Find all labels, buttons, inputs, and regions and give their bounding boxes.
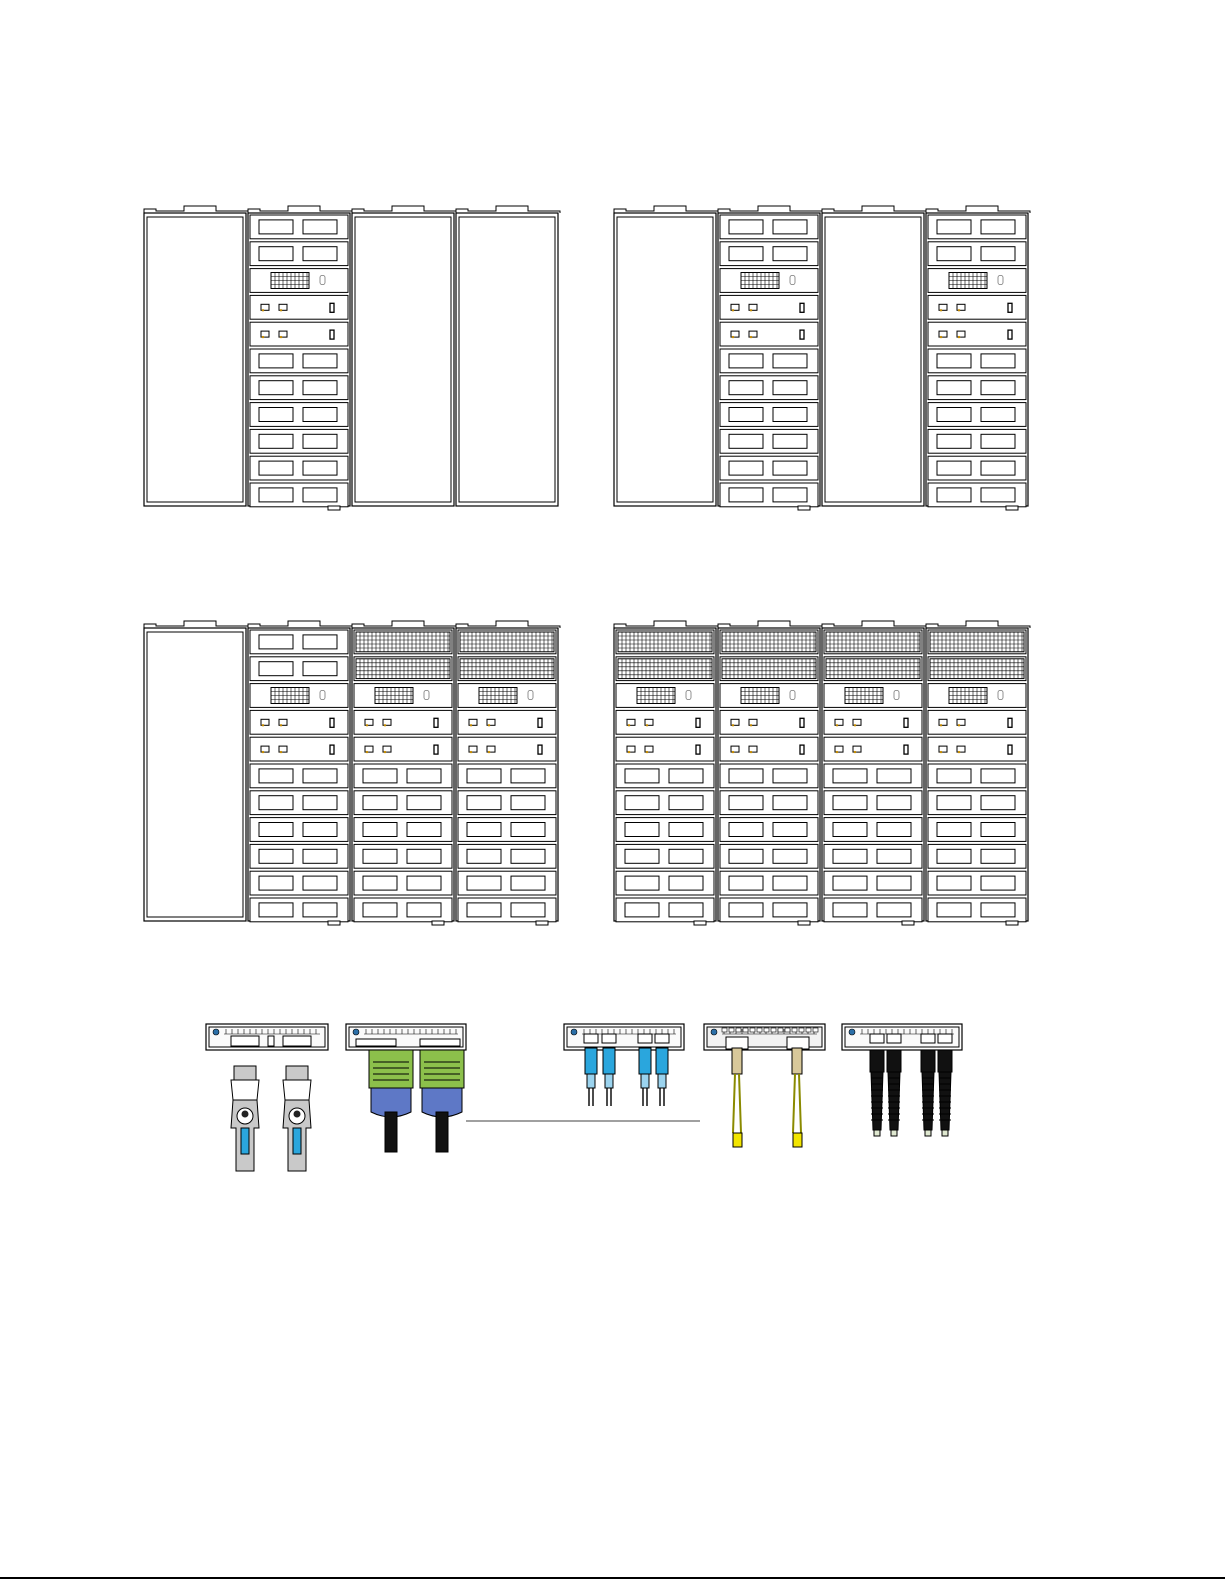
- canister-slot: [928, 630, 1026, 654]
- sas-clip-connector-icon: [283, 1066, 311, 1171]
- canister-slot: [928, 483, 1026, 507]
- blank-filler-panel: [456, 206, 560, 506]
- canister-slot: [928, 657, 1026, 681]
- canister-slot: [928, 215, 1026, 239]
- lc-fiber-connector-icon: [585, 1048, 597, 1106]
- canister-slot: [928, 737, 1026, 761]
- canister-slot: [928, 376, 1026, 400]
- canister-slot: [720, 710, 818, 734]
- vented-canister: [926, 621, 1030, 925]
- lc-fiber-connector-icon: [639, 1048, 651, 1106]
- canister-slot: [458, 898, 556, 922]
- canister-slot: [250, 242, 348, 266]
- footer-rule: [0, 1577, 1225, 1579]
- canister-slot: [354, 764, 452, 788]
- vented-canister: [456, 621, 560, 925]
- canister-slot: [354, 871, 452, 895]
- adapter-sas-mini-clip: [206, 1024, 328, 1171]
- canister-slot: [250, 791, 348, 815]
- vented-canister: [718, 621, 822, 925]
- canister-slot: [928, 242, 1026, 266]
- canister-slot: [720, 871, 818, 895]
- enclosure-config-c: [144, 621, 560, 925]
- enclosure-config-a: [144, 206, 560, 510]
- drive-canister: [926, 206, 1030, 510]
- canister-slot: [720, 403, 818, 427]
- canister-slot: [928, 898, 1026, 922]
- adapter-ethernet-rj45: [842, 1024, 962, 1136]
- canister-slot: [616, 684, 714, 708]
- sas-hd-connector-icon: [369, 1050, 413, 1152]
- canister-slot: [616, 710, 714, 734]
- canister-slot: [720, 215, 818, 239]
- canister-slot: [824, 630, 922, 654]
- canister-slot: [250, 844, 348, 868]
- canister-slot: [458, 684, 556, 708]
- canister-slot: [250, 295, 348, 319]
- canister-slot: [458, 871, 556, 895]
- lc-duplex-yellow-icon: [732, 1048, 742, 1147]
- canister-slot: [824, 737, 922, 761]
- canister-slot: [928, 710, 1026, 734]
- canister-slot: [458, 818, 556, 842]
- enclosure-config-b: [614, 206, 1030, 510]
- vented-canister: [822, 621, 926, 925]
- canister-slot: [458, 630, 556, 654]
- enclosure-config-d: [614, 621, 1030, 925]
- canister-slot: [250, 871, 348, 895]
- canister-slot: [720, 764, 818, 788]
- lc-duplex-yellow-icon: [792, 1048, 802, 1147]
- canister-slot: [928, 764, 1026, 788]
- canister-slot: [720, 657, 818, 681]
- canister-slot: [720, 898, 818, 922]
- drive-canister: [248, 621, 352, 925]
- canister-slot: [250, 322, 348, 346]
- canister-slot: [250, 456, 348, 480]
- canister-slot: [720, 429, 818, 453]
- canister-slot: [250, 684, 348, 708]
- canister-slot: [250, 429, 348, 453]
- lc-fiber-connector-icon: [603, 1048, 615, 1106]
- canister-slot: [616, 871, 714, 895]
- canister-slot: [720, 322, 818, 346]
- canister-slot: [928, 818, 1026, 842]
- canister-slot: [720, 737, 818, 761]
- canister-slot: [354, 657, 452, 681]
- canister-slot: [720, 630, 818, 654]
- canister-slot: [824, 898, 922, 922]
- canister-slot: [354, 791, 452, 815]
- canister-slot: [250, 710, 348, 734]
- canister-slot: [824, 657, 922, 681]
- canister-slot: [720, 791, 818, 815]
- canister-slot: [250, 483, 348, 507]
- canister-slot: [458, 657, 556, 681]
- canister-slot: [720, 456, 818, 480]
- canister-slot: [928, 403, 1026, 427]
- canister-slot: [354, 844, 452, 868]
- blank-filler-panel: [144, 206, 248, 506]
- rj45-connector-icon: [887, 1050, 901, 1136]
- canister-slot: [928, 791, 1026, 815]
- rj45-connector-icon: [921, 1050, 935, 1136]
- rj45-connector-icon: [870, 1050, 884, 1136]
- canister-slot: [928, 871, 1026, 895]
- canister-slot: [354, 818, 452, 842]
- canister-slot: [250, 215, 348, 239]
- canister-slot: [824, 871, 922, 895]
- drive-canister: [248, 206, 352, 510]
- canister-slot: [458, 791, 556, 815]
- canister-slot: [250, 376, 348, 400]
- rj45-connector-icon: [938, 1050, 952, 1136]
- canister-slot: [458, 764, 556, 788]
- canister-slot: [720, 376, 818, 400]
- canister-slot: [928, 684, 1026, 708]
- canister-slot: [720, 295, 818, 319]
- canister-slot: [824, 710, 922, 734]
- canister-slot: [824, 844, 922, 868]
- canister-slot: [928, 456, 1026, 480]
- canister-slot: [354, 630, 452, 654]
- adapter-fibre-lc-blue: [564, 1024, 684, 1106]
- canister-slot: [250, 764, 348, 788]
- canister-slot: [616, 791, 714, 815]
- canister-slot: [720, 684, 818, 708]
- canister-slot: [616, 818, 714, 842]
- canister-slot: [250, 737, 348, 761]
- canister-slot: [250, 349, 348, 373]
- canister-slot: [250, 630, 348, 654]
- canister-slot: [250, 657, 348, 681]
- canister-slot: [354, 737, 452, 761]
- canister-slot: [616, 630, 714, 654]
- canister-slot: [928, 844, 1026, 868]
- canister-slot: [616, 764, 714, 788]
- canister-slot: [720, 818, 818, 842]
- canister-slot: [928, 269, 1026, 293]
- vented-canister: [614, 621, 718, 925]
- canister-slot: [616, 844, 714, 868]
- canister-slot: [720, 349, 818, 373]
- canister-slot: [720, 483, 818, 507]
- canister-slot: [616, 737, 714, 761]
- canister-slot: [824, 818, 922, 842]
- canister-slot: [720, 242, 818, 266]
- canister-slot: [720, 269, 818, 293]
- blank-filler-panel: [352, 206, 456, 506]
- canister-slot: [824, 791, 922, 815]
- canister-slot: [458, 710, 556, 734]
- canister-slot: [928, 349, 1026, 373]
- canister-slot: [354, 684, 452, 708]
- canister-slot: [354, 898, 452, 922]
- canister-slot: [928, 322, 1026, 346]
- canister-slot: [250, 898, 348, 922]
- blank-filler-panel: [144, 621, 248, 921]
- canister-slot: [616, 657, 714, 681]
- adapter-fibre-lc-yellow: [704, 1024, 825, 1147]
- lc-fiber-connector-icon: [656, 1048, 668, 1106]
- canister-slot: [250, 403, 348, 427]
- canister-slot: [250, 818, 348, 842]
- canister-slot: [824, 764, 922, 788]
- sas-clip-connector-icon: [231, 1066, 259, 1171]
- canister-slot: [824, 684, 922, 708]
- blank-filler-panel: [614, 206, 718, 506]
- blank-filler-panel: [822, 206, 926, 506]
- sas-hd-connector-icon: [420, 1050, 464, 1152]
- canister-slot: [458, 844, 556, 868]
- canister-slot: [458, 737, 556, 761]
- canister-slot: [250, 269, 348, 293]
- canister-slot: [616, 898, 714, 922]
- canister-slot: [354, 710, 452, 734]
- canister-slot: [720, 844, 818, 868]
- canister-slot: [928, 295, 1026, 319]
- vented-canister: [352, 621, 456, 925]
- drive-canister: [718, 206, 822, 510]
- canister-slot: [928, 429, 1026, 453]
